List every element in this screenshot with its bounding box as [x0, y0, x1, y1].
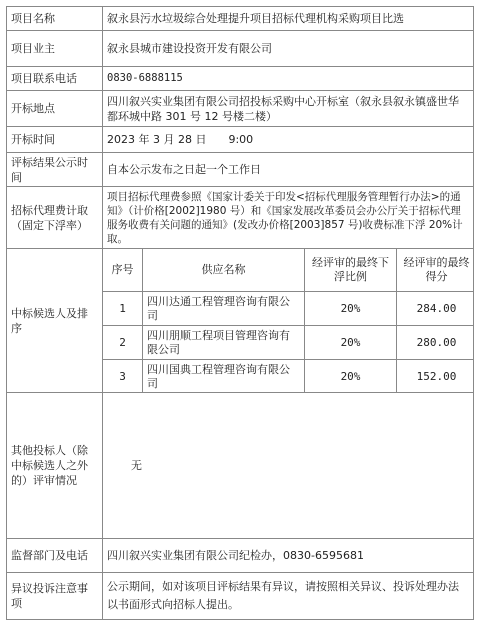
others-label: 其他投标人（除中标候选人之外的）评审情况 [6, 392, 102, 538]
others-value: 无 [102, 392, 474, 538]
header-rank: 序号 [102, 248, 142, 291]
supervision-value: 四川叙兴实业集团有限公司纪检办，0830-6595681 [102, 538, 474, 572]
header-rate: 经评审的最终下浮比例 [304, 248, 396, 291]
supplier-cell: 四川朋顺工程项目管理咨询有限公司 [142, 325, 304, 359]
rate-cell: 20% [304, 359, 396, 392]
open-time-value: 2023 年 3 月 28 日 9:00 [102, 126, 474, 152]
owner-label: 项目业主 [6, 30, 102, 66]
publicity-label: 评标结果公示时间 [6, 152, 102, 186]
header-supplier: 供应名称 [142, 248, 304, 291]
objection-value: 公示期间，如对该项目评标结果有异议，请按照相关异议、投诉处理办法以书面形式向招标人提出。 [102, 572, 474, 620]
candidates-label: 中标候选人及排序 [6, 248, 102, 392]
phone-value: 0830-6888115 [102, 66, 474, 90]
supervision-label: 监督部门及电话 [6, 538, 102, 572]
project-name-label: 项目名称 [6, 6, 102, 30]
objection-label: 异议投诉注意事项 [6, 572, 102, 620]
score-cell: 280.00 [396, 325, 474, 359]
rate-cell: 20% [304, 325, 396, 359]
project-name-value: 叙永县污水垃圾综合处理提升项目招标代理机构采购项目比选 [102, 6, 474, 30]
score-cell: 152.00 [396, 359, 474, 392]
location-label: 开标地点 [6, 90, 102, 126]
supplier-cell: 四川达通工程管理咨询有限公司 [142, 291, 304, 325]
rate-cell: 20% [304, 291, 396, 325]
candidates-table [102, 248, 474, 392]
score-cell: 284.00 [396, 291, 474, 325]
location-value: 四川叙兴实业集团有限公司招投标采购中心开标室（叙永县叙永镇盛世华都环城中路 301 号 12 号楼二楼） [102, 90, 474, 126]
header-score: 经评审的最终得分 [396, 248, 474, 291]
publicity-table [6, 6, 474, 620]
fee-label: 招标代理费计取（固定下浮率） [6, 186, 102, 248]
table-row: 2 [102, 325, 142, 359]
supplier-cell: 四川国典工程管理咨询有限公司 [142, 359, 304, 392]
publicity-value: 自本公示发布之日起一个工作日 [102, 152, 474, 186]
fee-value: 项目招标代理费参照《国家计委关于印发<招标代理服务管理暂行办法>的通知》（计价格[2002]1980 号）和《国家发展改革委员会办公厅关于招标代理服务收费有关问题的通知》(发改办价格[2003]857 号)收费标准下浮 20%计取。 [102, 186, 474, 248]
owner-value: 叙永县城市建设投资开发有限公司 [102, 30, 474, 66]
phone-label: 项目联系电话 [6, 66, 102, 90]
table-row: 1 [102, 291, 142, 325]
open-time-label: 开标时间 [6, 126, 102, 152]
table-row: 3 [102, 359, 142, 392]
